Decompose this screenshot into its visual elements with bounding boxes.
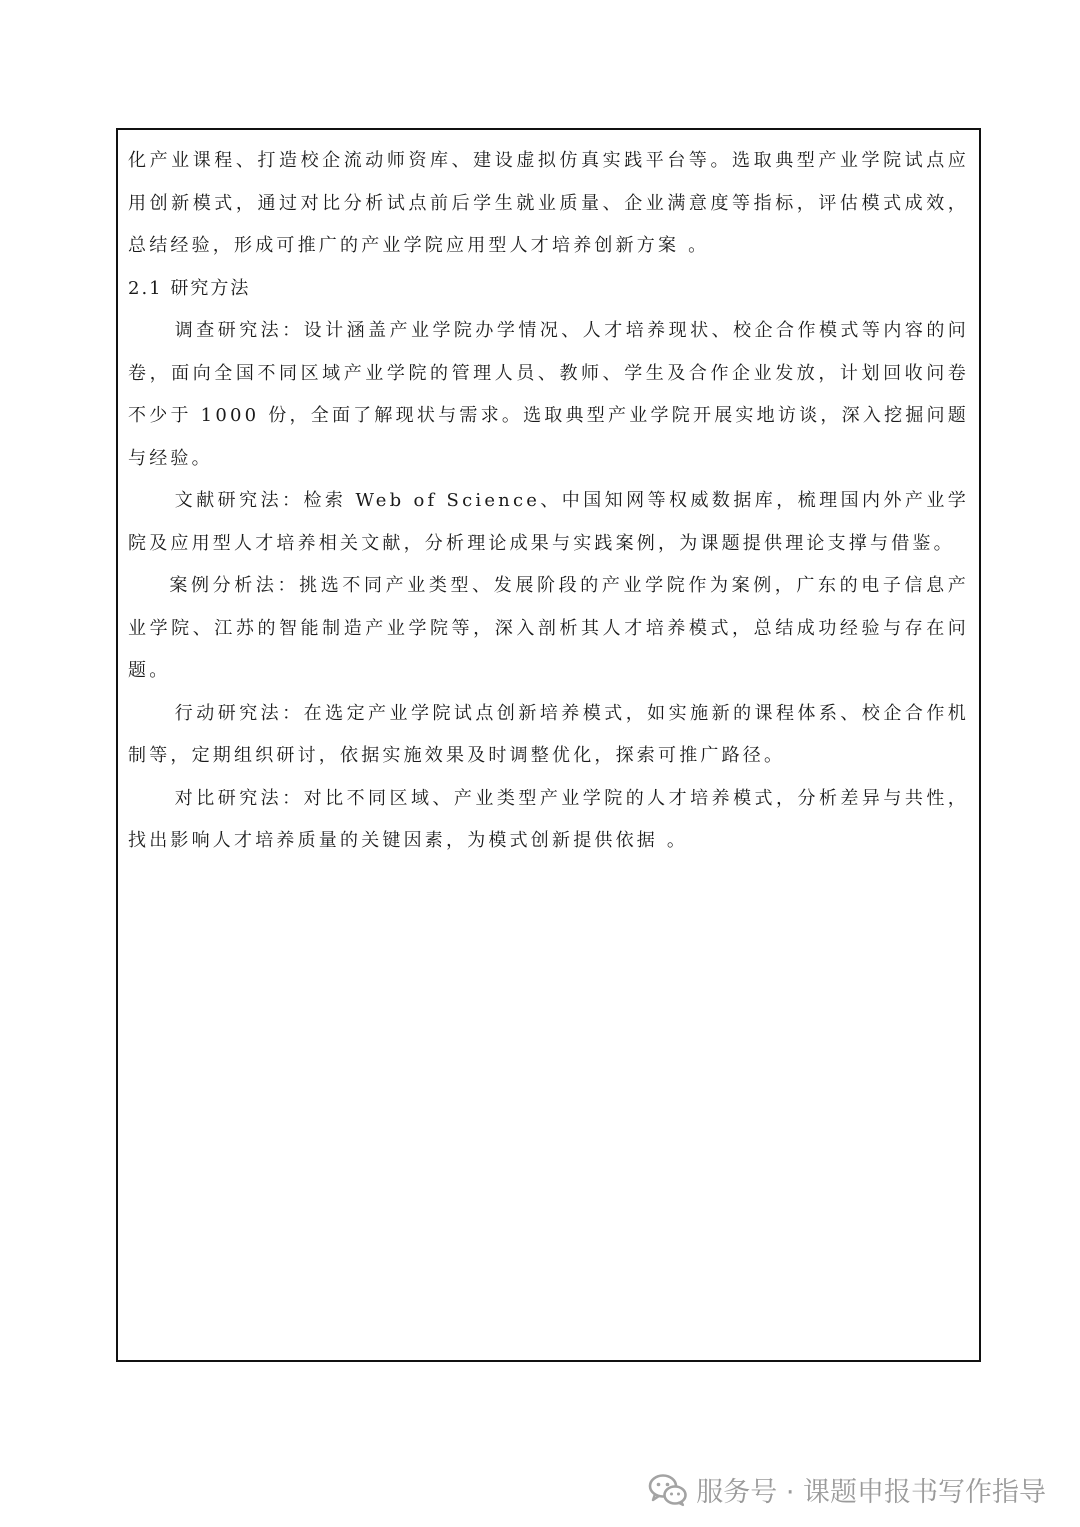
document-body	[128, 140, 969, 863]
paragraph-action-method: 行动研究法：在选定产业学院试点创新培养模式，如实施新的课程体系、校企合作机制等，定期组织研讨，依据实施效果及时调整优化，探索可推广路径。	[128, 702, 969, 766]
paragraph-survey-method: 调查研究法：设计涵盖产业学院办学情况、人才培养现状、校企合作模式等内容的问卷，面向全国不同区域产业学院的管理人员、教师、学生及合作企业发放，计划回收问卷不少于 1000 份，全面了解现状与需求。选取典型产业学院开展实地访谈，深入挖掘问题与经验。	[128, 320, 969, 469]
watermark	[648, 1470, 1046, 1509]
section-heading: 2.1 研究方法	[128, 277, 251, 299]
paragraph-literature-method: 文献研究法：检索 Web of Science、中国知网等权威数据库，梳理国内外产业学院及应用型人才培养相关文献，分析理论成果与实践案例，为课题提供理论支撑与借鉴。	[128, 490, 969, 554]
watermark-text: 服务号 · 课题申报书写作指导	[696, 1477, 1046, 1508]
paragraph-case-method: 案例分析法：挑选不同产业类型、发展阶段的产业学院作为案例，广东的电子信息产业学院、江苏的智能制造产业学院等，深入剖析其人才培养模式，总结成功经验与存在问题。	[128, 575, 969, 681]
wechat-icon	[648, 1473, 688, 1507]
content-frame	[116, 128, 981, 1362]
paragraph-comparison-method: 对比研究法：对比不同区域、产业类型产业学院的人才培养模式，分析差异与共性，找出影响人才培养质量的关键因素，为模式创新提供依据 。	[128, 787, 969, 851]
paragraph-continuation: 化产业课程、打造校企流动师资库、建设虚拟仿真实践平台等。选取典型产业学院试点应用创新模式，通过对比分析试点前后学生就业质量、企业满意度等指标，评估模式成效，总结经验，形成可推广的产业学院应用型人才培养创新方案 。	[128, 150, 969, 256]
